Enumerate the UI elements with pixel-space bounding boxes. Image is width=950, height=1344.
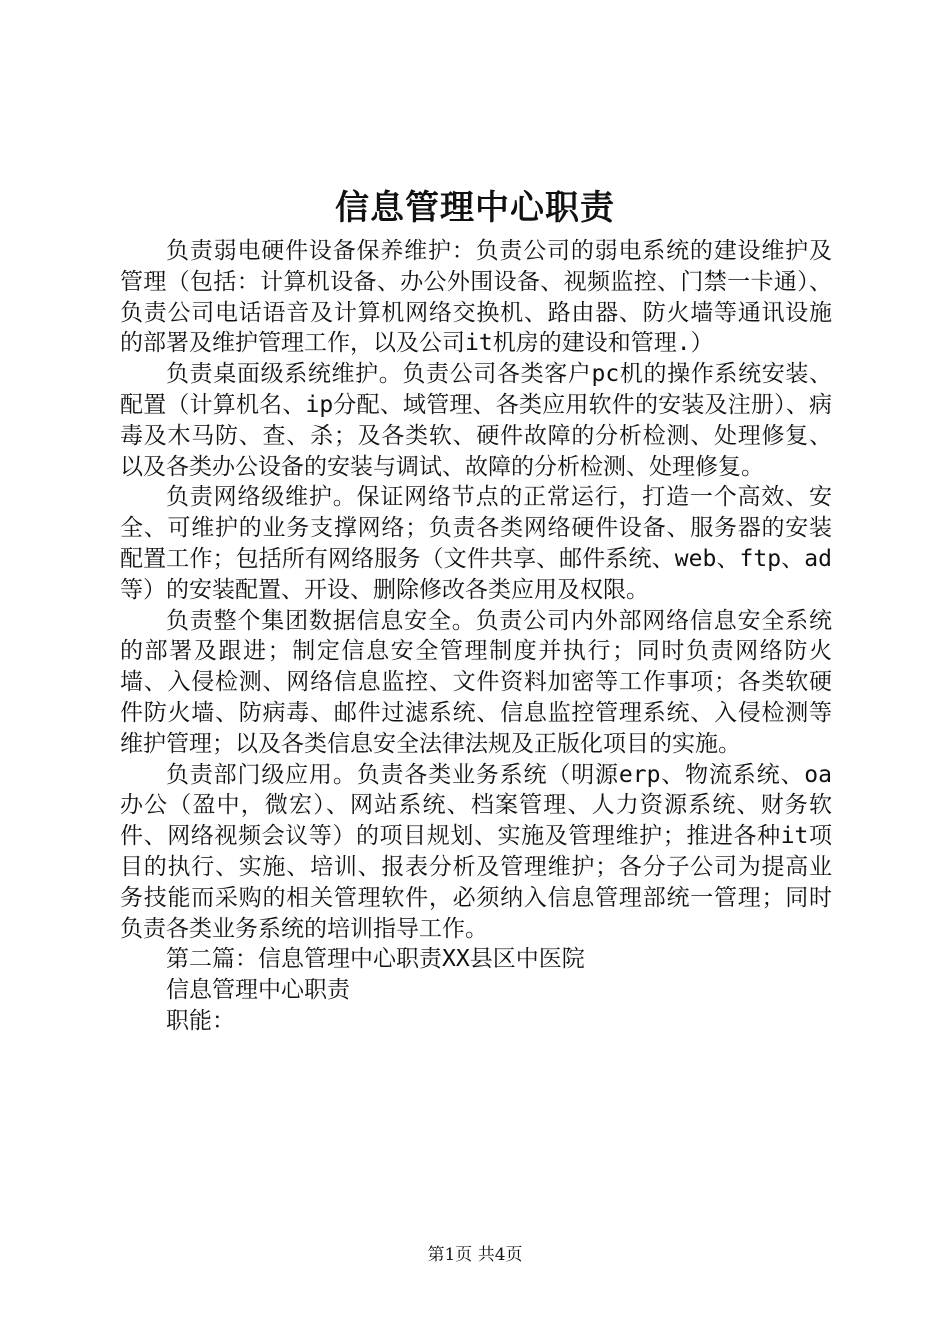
paragraph-network-maintenance: 负责网络级维护。保证网络节点的正常运行，打造一个高效、安全、可维护的业务支撑网络；负责各类网络硬件设备、服务器的安装配置工作；包括所有网络服务（文件共享、邮件系统、web、ftp、ad等）的安装配置、开设、删除修改各类应用及权限。 [120,484,832,603]
section-subheading: 信息管理中心职责 [166,977,350,1004]
paragraph-department-applications: 负责部门级应用。负责各类业务系统（明源erp、物流系统、oa办公（盈中，微宏）、网站系统、档案管理、人力资源系统、财务软件、网络视频会议等）的项目规划、实施及管理维护；推进各种it项目的执行、实施、培训、报表分析及管理维护；各分子公司为提高业务技能而采购的相关管理软件，必须纳入信息管理部统一管理；同时负责各类业务系统的培训指导工作。 [120,761,832,942]
section-functions-label: 职能： [166,1007,235,1034]
document-title: 信息管理中心职责 [335,188,615,228]
document-body [120,236,832,1037]
paragraph-data-security: 负责整个集团数据信息安全。负责公司内外部网络信息安全系统的部署及跟进；制定信息安全管理制度并执行；同时负责网络防火墙、入侵检测、网络信息监控、文件资料加密等工作事项；各类软硬件防火墙、防病毒、邮件过滤系统、信息监控管理系统、入侵检测等维护管理；以及各类信息安全法律法规及正版化项目的实施。 [120,607,832,757]
page-number-footer: 第1页 共4页 [427,1245,523,1265]
paragraph-weak-current-maintenance: 负责弱电硬件设备保养维护：负责公司的弱电系统的建设维护及管理（包括：计算机设备、办公外围设备、视频监控、门禁一卡通）、负责公司电话语音及计算机网络交换机、路由器、防火墙等通讯设施的部署及维护管理工作，以及公司it机房的建设和管理.） [120,238,832,357]
paragraph-desktop-maintenance: 负责桌面级系统维护。负责公司各类客户pc机的操作系统安装、配置（计算机名、ip分配、域管理、各类应用软件的安装及注册）、病毒及木马防、查、杀；及各类软、硬件故障的分析检测、处理修复、以及各类办公设备的安装与调试、故障的分析检测、处理修复。 [120,361,832,480]
section-heading-part-two: 第二篇：信息管理中心职责XX县区中医院 [166,946,585,973]
